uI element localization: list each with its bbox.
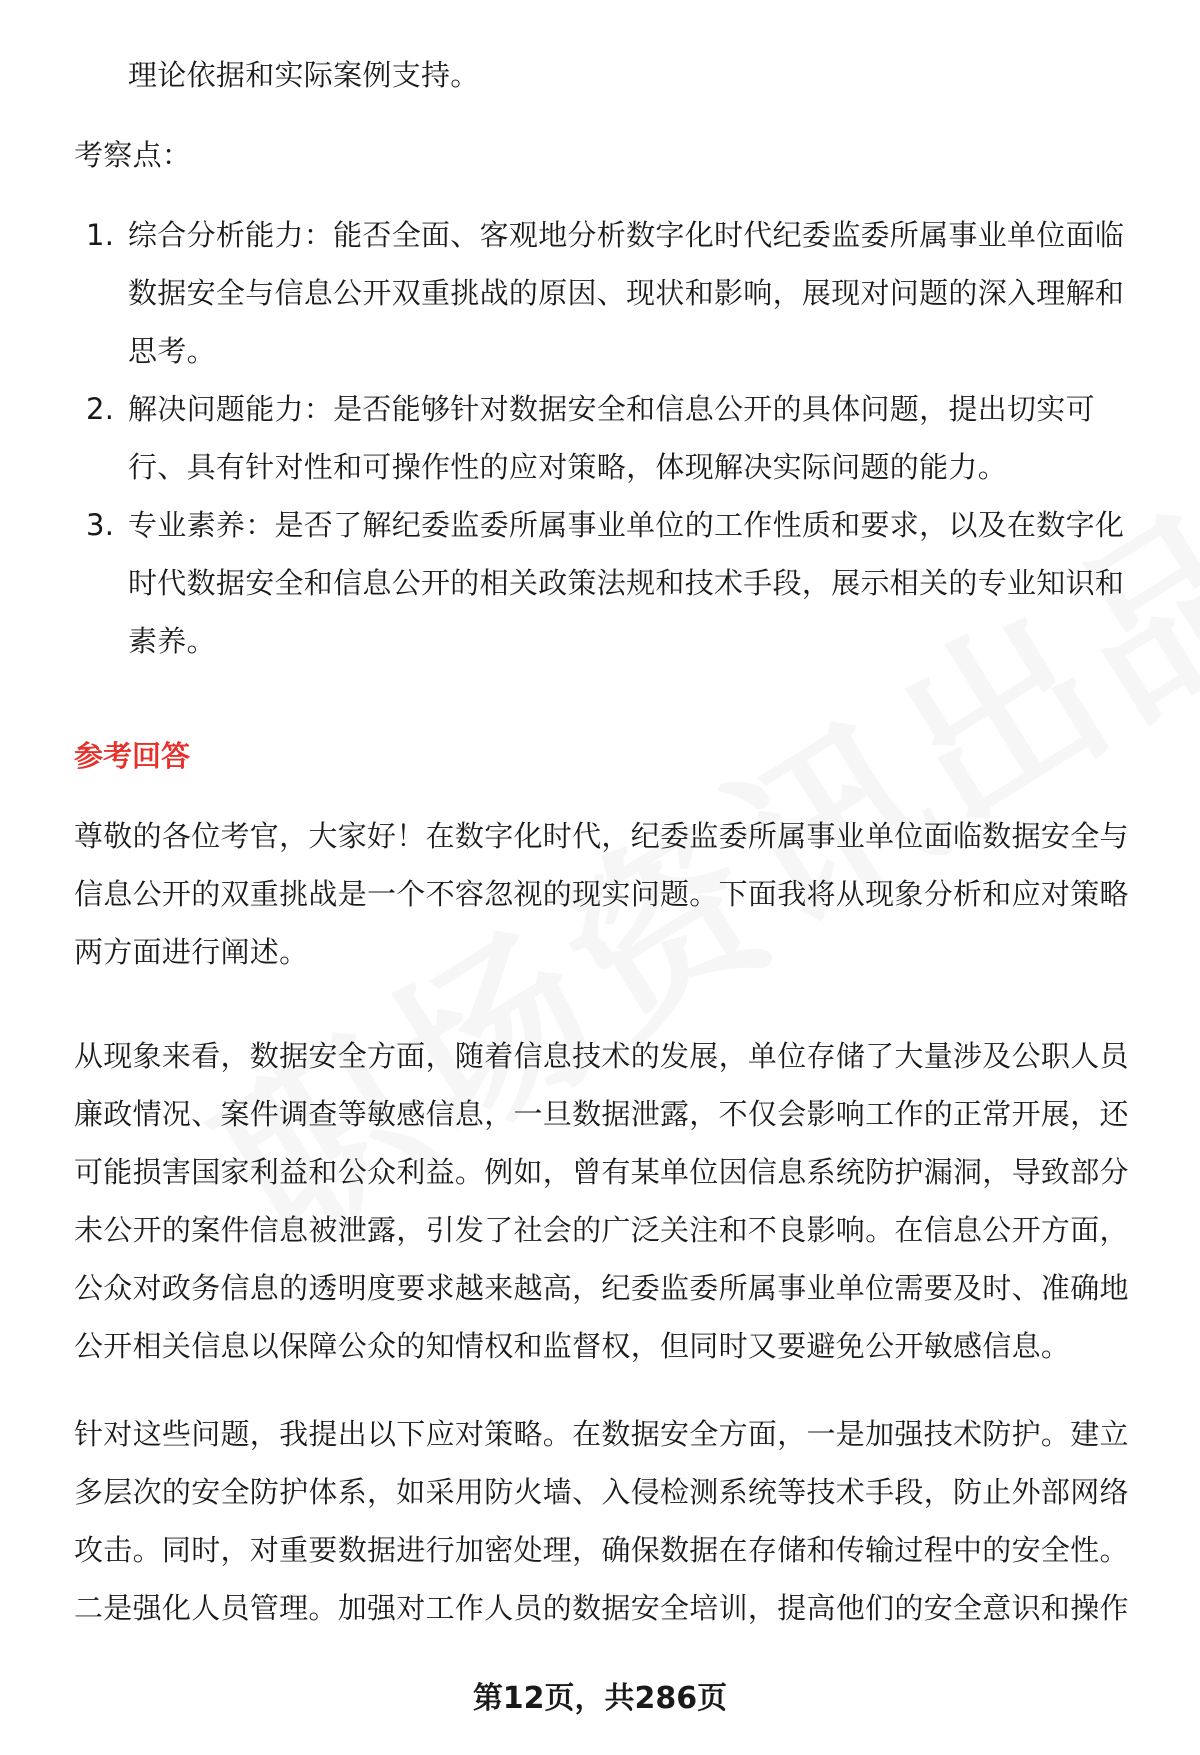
- answer-paragraph: 针对这些问题，我提出以下应对策略。在数据安全方面，一是加强技术防护。建立多层次的安全防护体系，如采用防火墙、入侵检测系统等技术手段，防止外部网络攻击。同时，对重要数据进行加密处理，确保数据在存储和传输过程中的安全性。二是强化人员管理。加强对工作人员的数据安全培训，提高他们的安全意识和操作: [74, 1417, 1129, 1625]
- exam-point-item: [74, 206, 1144, 380]
- exam-point-number: 2.: [86, 392, 115, 426]
- page-footer: 第12页，共286页: [472, 1681, 728, 1716]
- continuation-text: 理论依据和实际案例支持。: [128, 58, 480, 92]
- exam-point-text: 综合分析能力：能否全面、客观地分析数字化时代纪委监委所属事业单位面临数据安全与信息公开双重挑战的原因、现状和影响，展现对问题的深入理解和思考。: [128, 218, 1125, 368]
- exam-points-list: [74, 206, 1144, 670]
- exam-points-title: 考察点：: [74, 138, 192, 172]
- answer-heading: 参考回答: [74, 739, 191, 773]
- exam-point-item: [74, 380, 1144, 496]
- answer-paragraph: 尊敬的各位考官，大家好！在数字化时代，纪委监委所属事业单位面临数据安全与信息公开的双重挑战是一个不容忽视的现实问题。下面我将从现象分析和应对策略两方面进行阐述。: [74, 819, 1129, 969]
- exam-point-number: 1.: [86, 218, 115, 252]
- exam-point-text: 专业素养：是否了解纪委监委所属事业单位的工作性质和要求，以及在数字化时代数据安全和信息公开的相关政策法规和技术手段，展示相关的专业知识和素养。: [128, 508, 1125, 658]
- exam-point-number: 3.: [86, 508, 115, 542]
- exam-point-item: [74, 496, 1144, 670]
- answer-paragraph: 从现象来看，数据安全方面，随着信息技术的发展，单位存储了大量涉及公职人员廉政情况、案件调查等敏感信息，一旦数据泄露，不仅会影响工作的正常开展，还可能损害国家利益和公众利益。例如，曾有某单位因信息系统防护漏洞，导致部分未公开的案件信息被泄露，引发了社会的广泛关注和不良影响。在信息公开方面，公众对政务信息的透明度要求越来越高，纪委监委所属事业单位需要及时、准确地公开相关信息以保障公众的知情权和监督权，但同时又要避免公开敏感信息。: [74, 1039, 1129, 1363]
- exam-point-text: 解决问题能力：是否能够针对数据安全和信息公开的具体问题，提出切实可行、具有针对性和可操作性的应对策略，体现解决实际问题的能力。: [128, 392, 1095, 484]
